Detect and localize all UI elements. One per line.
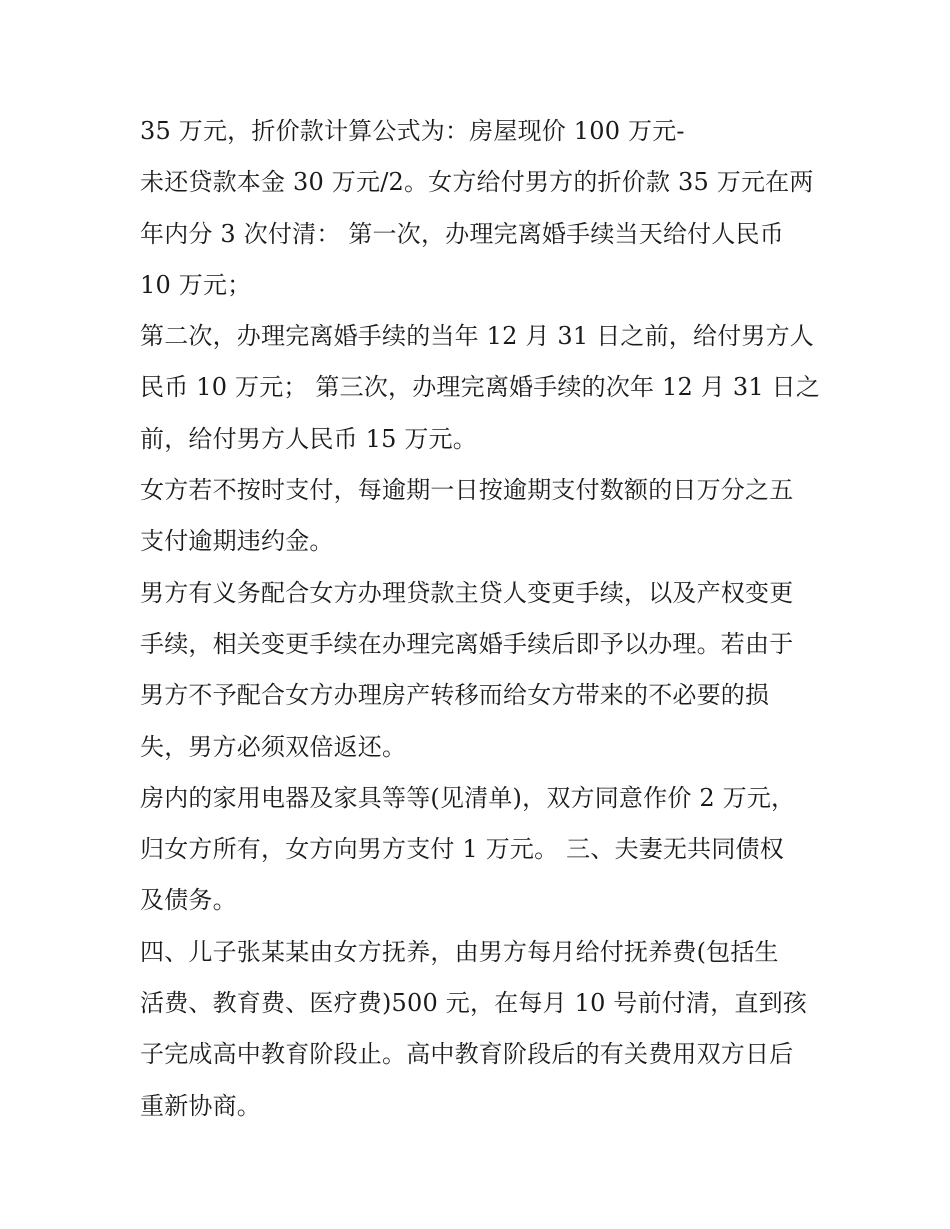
- text-line: 四、儿子张某某由女方抚养，由男方每月给付抚养费(包括生: [140, 937, 779, 966]
- text-line: 归女方所有，女方向男方支付 1 万元。 三、夫妻无共同债权: [140, 835, 784, 864]
- text-line: 女方若不按时支付，每逾期一日按逾期支付数额的日万分之五: [140, 476, 794, 505]
- text-line: 手续，相关变更手续在办理完离婚手续后即予以办理。若由于: [140, 629, 794, 658]
- text-line: 前，给付男方人民币 15 万元。: [140, 424, 477, 453]
- text-line: 男方有义务配合女方办理贷款主贷人变更手续，以及产权变更: [140, 578, 794, 607]
- text-line: 10 万元；: [140, 270, 252, 299]
- text-line: 民币 10 万元； 第三次，办理完离婚手续的次年 12 月 31 日之: [140, 373, 821, 402]
- text-line: 第二次，办理完离婚手续的当年 12 月 31 日之前，给付男方人: [140, 322, 814, 351]
- text-line: 重新协商。: [140, 1091, 261, 1120]
- text-line: 支付逾期违约金。: [140, 527, 334, 556]
- text-line: 年内分 3 次付清： 第一次，办理完离婚手续当天给付人民币: [140, 219, 784, 248]
- text-line: 活费、教育费、医疗费)500 元，在每月 10 号前付清，直到孩: [140, 989, 807, 1018]
- text-line: 男方不予配合女方办理房产转移而给女方带来的不必要的损: [140, 681, 770, 710]
- text-line: 35 万元，折价款计算公式为：房屋现价 100 万元-: [140, 117, 685, 145]
- text-line: 及债务。: [140, 886, 237, 915]
- text-line: 未还贷款本金 30 万元/2。女方给付男方的折价款 35 万元在两: [140, 168, 814, 197]
- text-line: 失，男方必须双倍返还。: [140, 732, 407, 761]
- text-line: 子完成高中教育阶段止。高中教育阶段后的有关费用双方日后: [140, 1040, 794, 1069]
- text-line: 房内的家用电器及家具等等(见清单)，双方同意作价 2 万元，: [140, 783, 796, 812]
- body-text: [140, 106, 830, 1132]
